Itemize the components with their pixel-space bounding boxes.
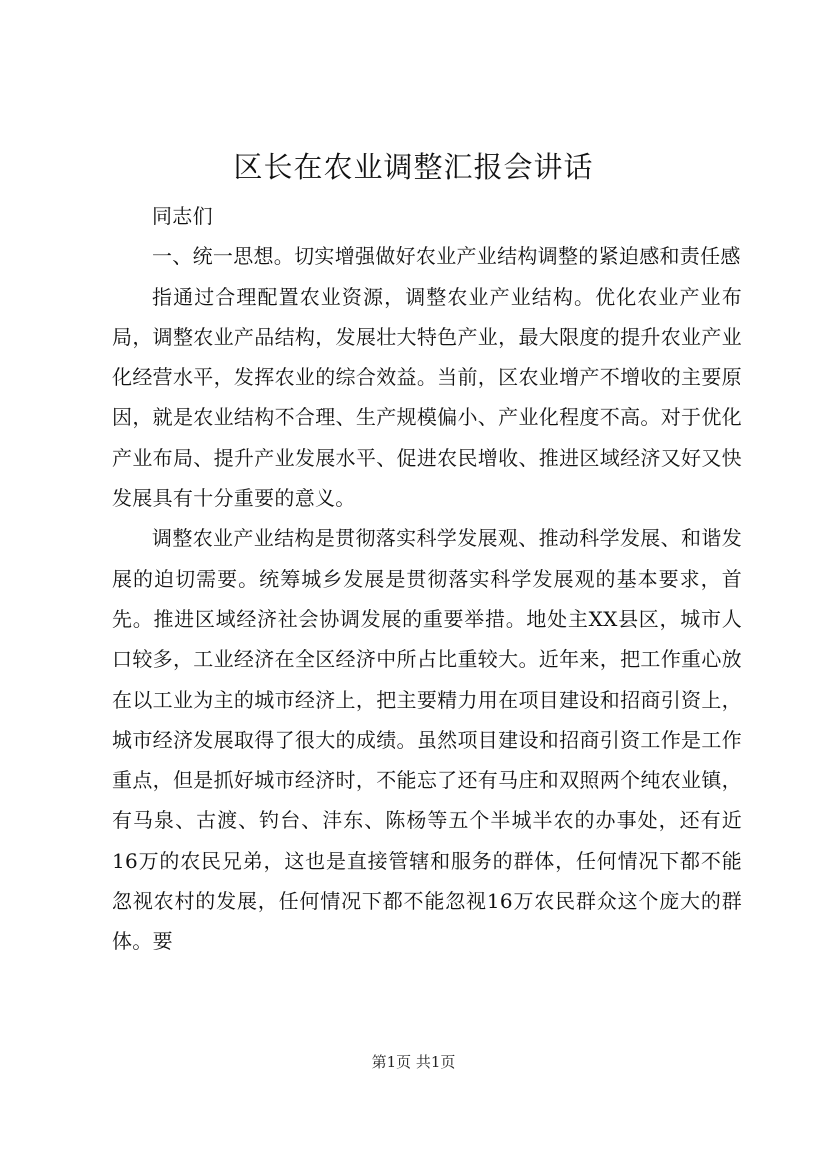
- salutation-paragraph: 同志们: [152, 204, 213, 228]
- body-paragraph: 调整农业产业结构是贯彻落实科学发展观、推动科学发展、和谐发展的迫切需要。统筹城乡发展是贯彻落实科学发展观的基本要求，首先。推进区域经济社会协调发展的重要举措。地处主XX县区，城市人口较多，工业经济在全区经济中所占比重较大。近年来，把工作重心放在以工业为主的城市经济上，把主要精力用在项目建设和招商引资上，城市经济发展取得了很大的成绩。虽然项目建设和招商引资工作是工作重点，但是抓好城市经济时，不能忘了还有马庄和双照两个纯农业镇，有马泉、古渡、钓台、沣东、陈杨等五个半城半农的办事处，还有近16万的农民兄弟，这也是直接管辖和服务的群体，任何情况下都不能忽视农村的发展，任何情况下都不能忽视16万农民群众这个庞大的群体。要: [112, 526, 742, 954]
- document-title: 区长在农业调整汇报会讲话: [233, 150, 594, 184]
- page-footer: 第1页 共1页: [371, 1053, 456, 1071]
- document-body: [112, 196, 742, 962]
- section-heading-paragraph: 一、统一思想。切实增强做好农业产业结构调整的紧迫感和责任感: [152, 244, 741, 269]
- body-paragraph: 指通过合理配置农业资源，调整农业产业结构。优化农业产业布局，调整农业产品结构，发展壮大特色产业，最大限度的提升农业产业化经营水平，发挥农业的综合效益。当前，区农业增产不增收的主要原因，就是农业结构不合理、生产规模偏小、产业化程度不高。对于优化产业布局、提升产业发展水平、促进农民增收、推进区域经济又好又快发展具有十分重要的意义。: [112, 284, 742, 511]
